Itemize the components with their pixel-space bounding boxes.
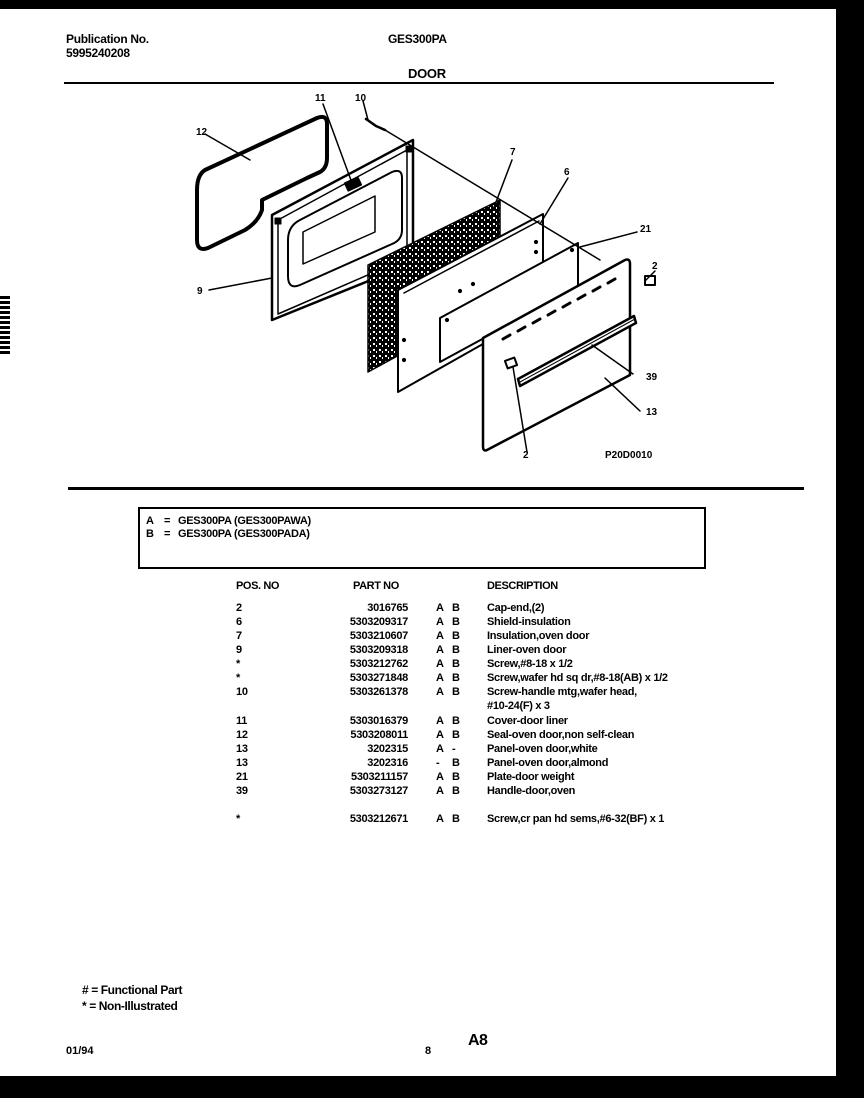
model-legend-box: [138, 507, 706, 569]
table-row: 7 5303210607 A B Insulation,oven door: [236, 630, 590, 642]
table-row: 9 5303209318 A B Liner-oven door: [236, 644, 567, 656]
section-title: DOOR: [408, 66, 446, 81]
table-row: 2 3016765 A B Cap-end,(2): [236, 602, 545, 614]
section-divider: [68, 487, 804, 490]
header-pos-no: POS. NO: [236, 580, 280, 592]
table-row: 10 5303261378 A B Screw-handle mtg,wafer head,: [236, 686, 637, 698]
header-description: DESCRIPTION: [487, 580, 558, 592]
svg-text:9: 9: [197, 286, 203, 297]
table-row: 13 3202316 - B Panel-oven door,almond: [236, 757, 609, 769]
exploded-door-diagram: [0, 0, 836, 470]
footer-section-code: A8: [468, 1032, 488, 1049]
publication-number: 5995240208: [66, 46, 130, 60]
model-line-a: A = GES300PA (GES300PAWA): [146, 515, 311, 527]
table-row: * 5303212762 A B Screw,#8-18 x 1/2: [236, 658, 573, 670]
model-number: GES300PA: [388, 32, 447, 46]
publication-label: Publication No.: [66, 32, 149, 46]
svg-text:2: 2: [652, 261, 658, 272]
svg-text:7: 7: [510, 147, 516, 158]
svg-text:12: 12: [196, 127, 208, 138]
svg-text:P20D0010: P20D0010: [605, 450, 653, 461]
svg-text:21: 21: [640, 224, 652, 235]
footer-page-number: 8: [425, 1045, 432, 1057]
header-part-no: PART NO: [353, 580, 399, 592]
catalog-page: [0, 9, 836, 1076]
svg-text:2: 2: [523, 450, 529, 461]
table-row-continuation: #10-24(F) x 3: [487, 700, 550, 712]
legend-non-illustrated: * = Non-Illustrated: [82, 999, 178, 1013]
svg-text:11: 11: [315, 93, 326, 104]
model-line-b: B = GES300PA (GES300PADA): [146, 528, 310, 540]
legend-functional-part: # = Functional Part: [82, 983, 183, 997]
table-row: 39 5303273127 A B Handle-door,oven: [236, 785, 576, 797]
svg-text:6: 6: [564, 167, 570, 178]
table-row: * 5303271848 A B Screw,wafer hd sq dr,#8-18(AB) x 1/2: [236, 672, 668, 684]
svg-text:10: 10: [355, 93, 367, 104]
table-row: * 5303212671 A B Screw,cr pan hd sems,#6-32(BF) x 1: [236, 813, 665, 825]
table-row: 21 5303211157 A B Plate-door weight: [236, 771, 575, 783]
handle-screw: [366, 119, 385, 130]
svg-text:39: 39: [646, 372, 658, 383]
table-row: 13 3202315 A - Panel-oven door,white: [236, 743, 598, 755]
footer-date: 01/94: [66, 1045, 94, 1057]
svg-text:13: 13: [646, 407, 658, 418]
table-row: 6 5303209317 A B Shield-insulation: [236, 616, 571, 628]
table-row: 11 5303016379 A B Cover-door liner: [236, 715, 568, 727]
table-row: 12 5303208011 A B Seal-oven door,non self-clean: [236, 729, 635, 741]
